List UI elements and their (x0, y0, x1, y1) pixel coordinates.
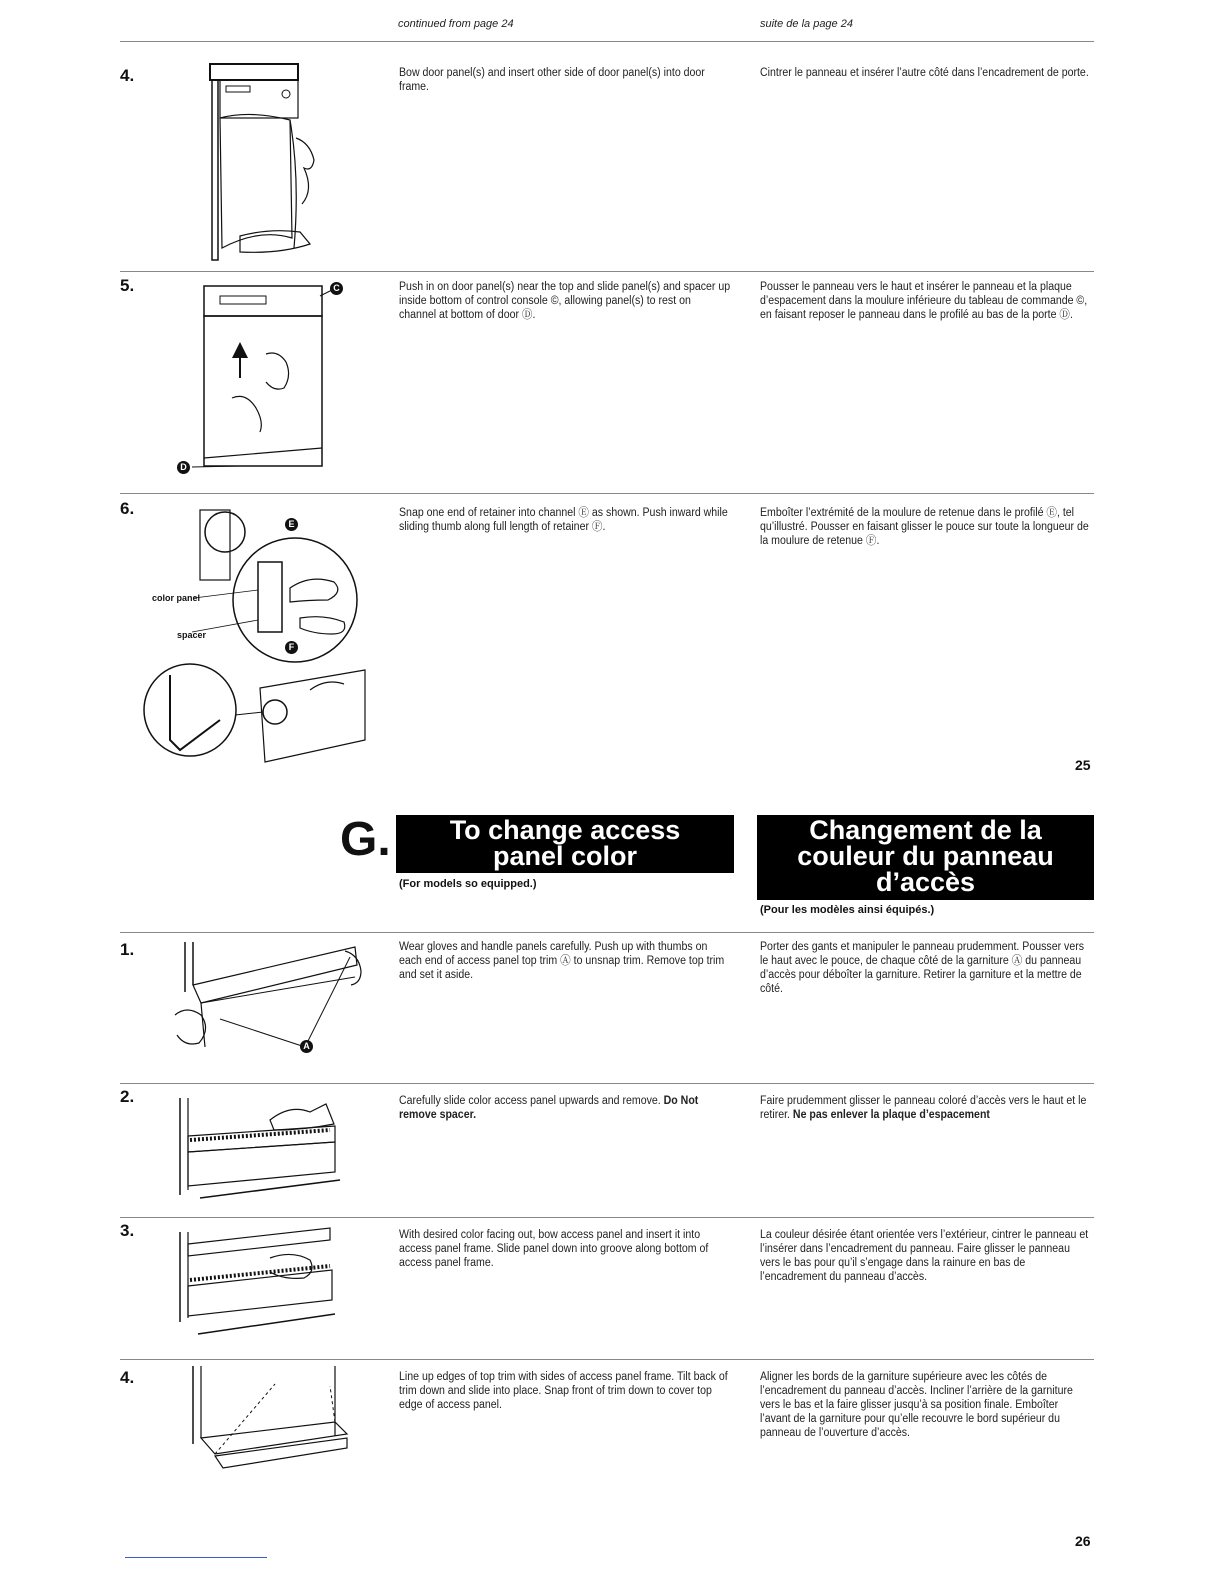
section-title-fr (757, 815, 1094, 900)
label-spacer: spacer (177, 630, 207, 640)
illustration-replace-top-trim (175, 1364, 355, 1474)
step-number: 3. (120, 1221, 135, 1240)
step6-text-en: Snap one end of retainer into channel Ⓔ as shown. Push inward while sliding thumb along full length of retainer Ⓕ. (399, 507, 728, 533)
section-letter: G. (340, 813, 391, 866)
illustration-slide-panel-up (170, 1090, 360, 1205)
step-number: 2. (120, 1087, 135, 1106)
callout-e: E (285, 518, 298, 531)
g-step3-text-fr: La couleur désirée étant orientée vers l’extérieur, cintrer le panneau et l’insérer dans l’encadrement du panneau. Faire glisser le panneau vers le bas pour qu’il s’engage dans la rainure en bas de l’encadrement du panneau d’accès. (760, 1229, 1089, 1283)
step4-text-fr: Cintrer le panneau et insérer l’autre côté dans l’encadrement de porte. (760, 67, 1089, 79)
divider (120, 1359, 1094, 1360)
title-en-line2: panel color (492, 841, 638, 871)
title-en-line1: To change access (449, 815, 681, 845)
step5-text-en: Push in on door panel(s) near the top and slide panel(s) and spacer up inside bottom of control console ©, allowing panel(s) to rest on channel at bottom of door Ⓓ. (399, 281, 731, 321)
divider (120, 271, 1094, 272)
g-step3-text-en: With desired color facing out, bow access panel and insert it into access panel frame. Slide panel down into groove along bottom of access panel frame. (399, 1229, 709, 1269)
section-title-en (396, 815, 734, 873)
g-step4-text-en: Line up edges of top trim with sides of access panel frame. Tilt back of trim down and slide into place. Snap front of trim down to cover top edge of access panel. (399, 1371, 728, 1411)
g-step2-text-en (399, 1094, 730, 1122)
g-step4-text-fr: Aligner les bords de la garniture supérieure avec les côtés de l’encadrement du panneau d’accès. Incliner l’arrière de la garniture vers le bas et la faire glisser jusqu’à sa position finale. Emboîter l’avant de la garniture pour qu’elle recouvre le bord supérieur du panneau de l’ouverture d’accès. (760, 1371, 1073, 1439)
divider (120, 1083, 1094, 1084)
g-step2-text-fr (760, 1094, 1091, 1122)
title-fr-line1: Changement de la (809, 815, 1042, 845)
illustration-insert-panel (170, 1222, 350, 1337)
footer-link-line (125, 1557, 267, 1558)
g-step2-text-fr-main: Faire prudemment glisser le panneau coloré d’accès vers le haut et le retirer. (760, 1095, 1087, 1121)
g-step1-text-en: Wear gloves and handle panels carefully. Push up with thumbs on each end of access panel top trim Ⓐ to unsnap trim. Remove top trim and set it aside. (399, 941, 725, 981)
step-number: 5. (120, 276, 135, 295)
page-number-26: 26 (1075, 1533, 1091, 1549)
g-step2-text-en-main: Carefully slide color access panel upwards and remove. (399, 1095, 661, 1107)
header-rule (120, 41, 1094, 42)
step-number: 1. (120, 940, 135, 959)
step5-text-fr: Pousser le panneau vers le haut et insérer le panneau et la plaque d’espacement dans la moulure inférieure du tableau de commande ©, en faisant reposer le panneau dans le profilé au bas de la porte Ⓓ. (760, 281, 1088, 321)
step-number: 6. (120, 499, 135, 518)
illustration-push-door-panel (170, 278, 350, 493)
g-step2-warning-fr: Ne pas enlever la plaque d’espacement (792, 1109, 990, 1121)
step-number: 4. (120, 66, 135, 85)
label-color-panel: color panel (152, 593, 201, 603)
illustration-snap-retainer (140, 500, 370, 775)
subtitle-fr: (Pour les modèles ainsi équipés.) (760, 904, 935, 916)
step4-text-en: Bow door panel(s) and insert other side of door panel(s) into door frame. (399, 67, 705, 93)
illustration-remove-top-trim (165, 937, 385, 1072)
title-fr-line3: d’accès (875, 867, 976, 897)
divider (120, 1217, 1094, 1218)
g-step2-warning-en: Do Not remove spacer. (399, 1095, 699, 1121)
page-number-25: 25 (1075, 757, 1091, 773)
step6-text-fr: Emboîter l’extrémité de la moulure de retenue dans le profilé Ⓔ, tel qu’illustré. Pousser en faisant glisser le pouce sur toute la longueur de la moulure de retenue Ⓕ. (760, 507, 1089, 547)
callout-d: D (177, 461, 190, 474)
subtitle-en: (For models so equipped.) (399, 878, 537, 890)
callout-f: F (285, 641, 298, 654)
header-continued-fr: suite de la page 24 (760, 18, 853, 30)
g-step1-text-fr: Porter des gants et manipuler le panneau prudemment. Pousser vers le haut avec le pouce, de chaque côté de la garniture Ⓐ du panneau d’accès pour déboîter la garniture. Retirer la garniture et la mettre de côté. (760, 941, 1085, 995)
illustration-bow-door-panel (200, 58, 340, 263)
step-number: 4. (120, 1368, 135, 1387)
divider (120, 493, 1094, 494)
header-continued-en: continued from page 24 (398, 18, 514, 30)
divider (120, 932, 1094, 933)
callout-a: A (300, 1040, 313, 1053)
title-fr-line2: couleur du panneau (797, 841, 1054, 871)
callout-c: C (330, 282, 343, 295)
